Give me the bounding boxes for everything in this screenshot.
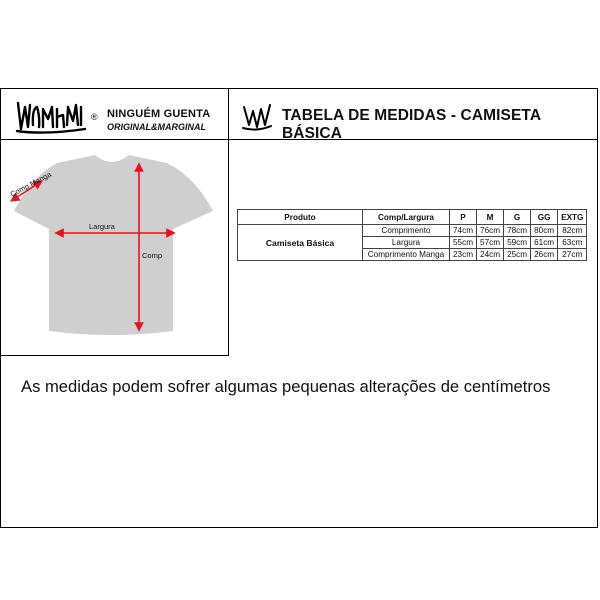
image-box-divider — [1, 355, 229, 356]
value-cell: 80cm — [531, 225, 558, 237]
value-cell: 61cm — [531, 237, 558, 249]
brand-tagline: ORIGINAL&MARGINAL — [107, 122, 206, 132]
page-title: TABELA DE MEDIDAS - CAMISETA BÁSICA — [282, 107, 541, 142]
product-cell: Camiseta Básica — [238, 225, 363, 261]
measure-cell: Comprimento — [363, 225, 450, 237]
column-header: P — [450, 210, 477, 225]
value-cell: 27cm — [558, 249, 587, 261]
value-cell: 55cm — [450, 237, 477, 249]
value-cell: 26cm — [531, 249, 558, 261]
size-table — [237, 209, 587, 261]
measure-cell: Comprimento Manga — [363, 249, 450, 261]
measure-cell: Largura — [363, 237, 450, 249]
width-label: Largura — [89, 222, 115, 231]
value-cell: 57cm — [477, 237, 504, 249]
length-label: Comp — [142, 251, 163, 260]
vertical-divider — [228, 89, 229, 355]
brand-name: NINGUÉM GUENTA — [107, 108, 211, 120]
column-header: Comp/Largura — [363, 210, 450, 225]
value-cell: 23cm — [450, 249, 477, 261]
value-cell: 82cm — [558, 225, 587, 237]
value-cell: 78cm — [504, 225, 531, 237]
column-header: EXTG — [558, 210, 587, 225]
sleeve-label: Comp Manga — [8, 169, 53, 199]
value-cell: 74cm — [450, 225, 477, 237]
value-cell: 25cm — [504, 249, 531, 261]
brand-logo-icon — [15, 95, 87, 135]
registered-mark: ® — [91, 112, 98, 122]
measurement-note: As medidas podem sofrer algumas pequenas alterações de centímetros — [21, 377, 551, 396]
column-header: G — [504, 210, 531, 225]
size-chart-card — [0, 88, 598, 528]
value-cell: 63cm — [558, 237, 587, 249]
value-cell: 76cm — [477, 225, 504, 237]
tshirt-diagram — [1, 141, 227, 353]
column-header: Produto — [238, 210, 363, 225]
column-header: GG — [531, 210, 558, 225]
crown-logo-icon — [241, 101, 273, 131]
column-header: M — [477, 210, 504, 225]
value-cell: 59cm — [504, 237, 531, 249]
table-row — [238, 225, 587, 237]
table-header-row — [238, 210, 587, 225]
value-cell: 24cm — [477, 249, 504, 261]
